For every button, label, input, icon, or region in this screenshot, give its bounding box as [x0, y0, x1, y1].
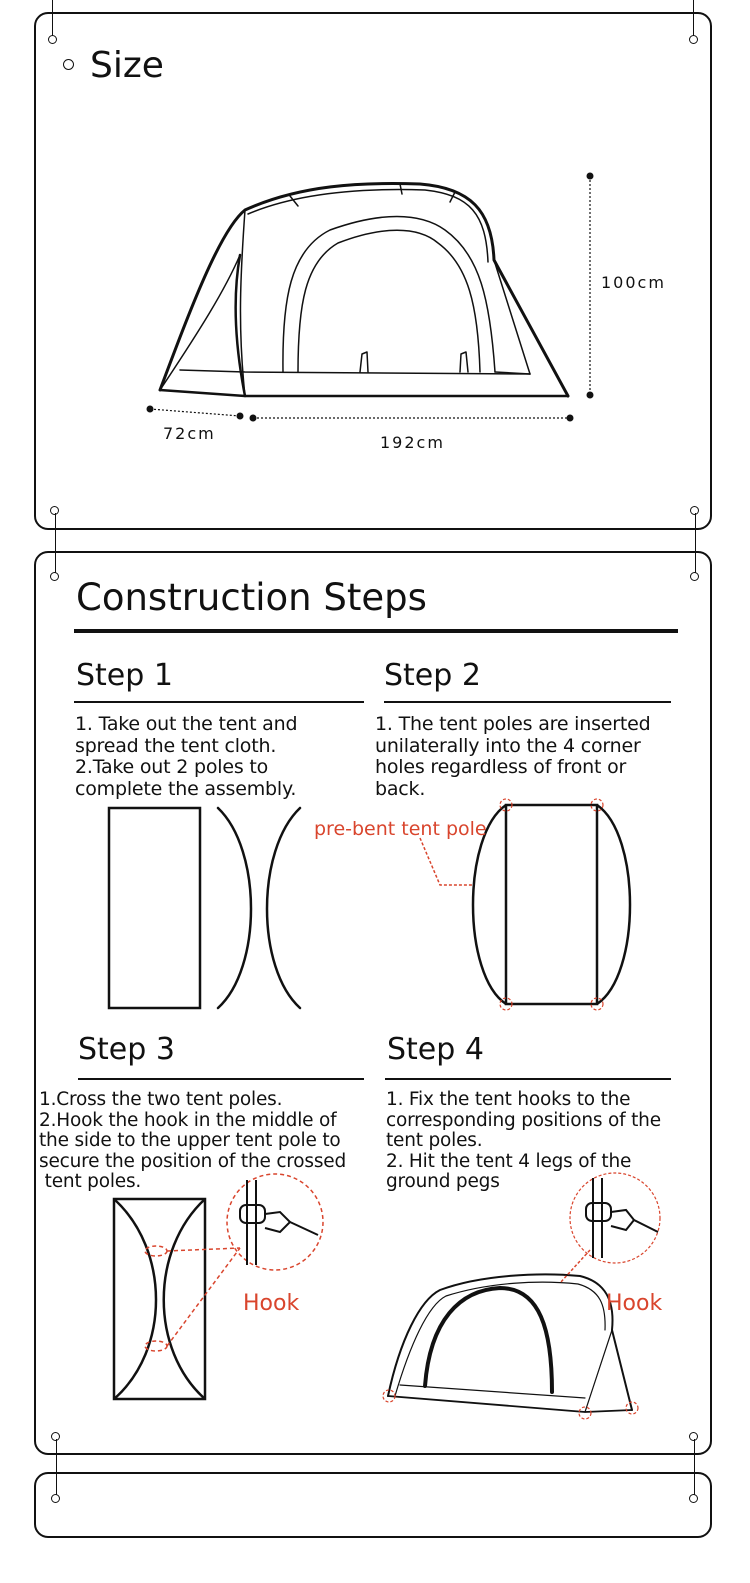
depth-dimension: 72cm	[163, 424, 216, 443]
construction-title: Construction Steps	[76, 576, 427, 619]
step-2-text: 1. The tent poles are inserted unilaterally into the 4 corner holes regardless of front or back.	[375, 713, 651, 800]
step-4-text: 1. Fix the tent hooks to the corresponding positions of the tent poles. 2. Hit the tent 4 legs of the ground pegs	[386, 1089, 661, 1192]
hook-label: Hook	[606, 1291, 663, 1316]
hook-label: Hook	[243, 1291, 300, 1316]
height-dimension: 100cm	[601, 273, 666, 292]
pre-bent-pole-label: pre-bent tent pole	[314, 818, 487, 840]
step-1-text: 1. Take out the tent and spread the tent cloth. 2.Take out 2 poles to complete the assembly.	[75, 713, 298, 800]
step-1-title: Step 1	[76, 658, 173, 693]
length-dimension: 192cm	[380, 433, 445, 452]
step-3-title: Step 3	[78, 1032, 175, 1067]
step-2-title: Step 2	[384, 658, 481, 693]
size-title: Size	[90, 45, 164, 86]
step-4-title: Step 4	[387, 1032, 484, 1067]
step-3-text: 1.Cross the two tent poles. 2.Hook the hook in the middle of the side to the upper tent pole to secure the position of the crossed tent poles.	[39, 1089, 347, 1192]
